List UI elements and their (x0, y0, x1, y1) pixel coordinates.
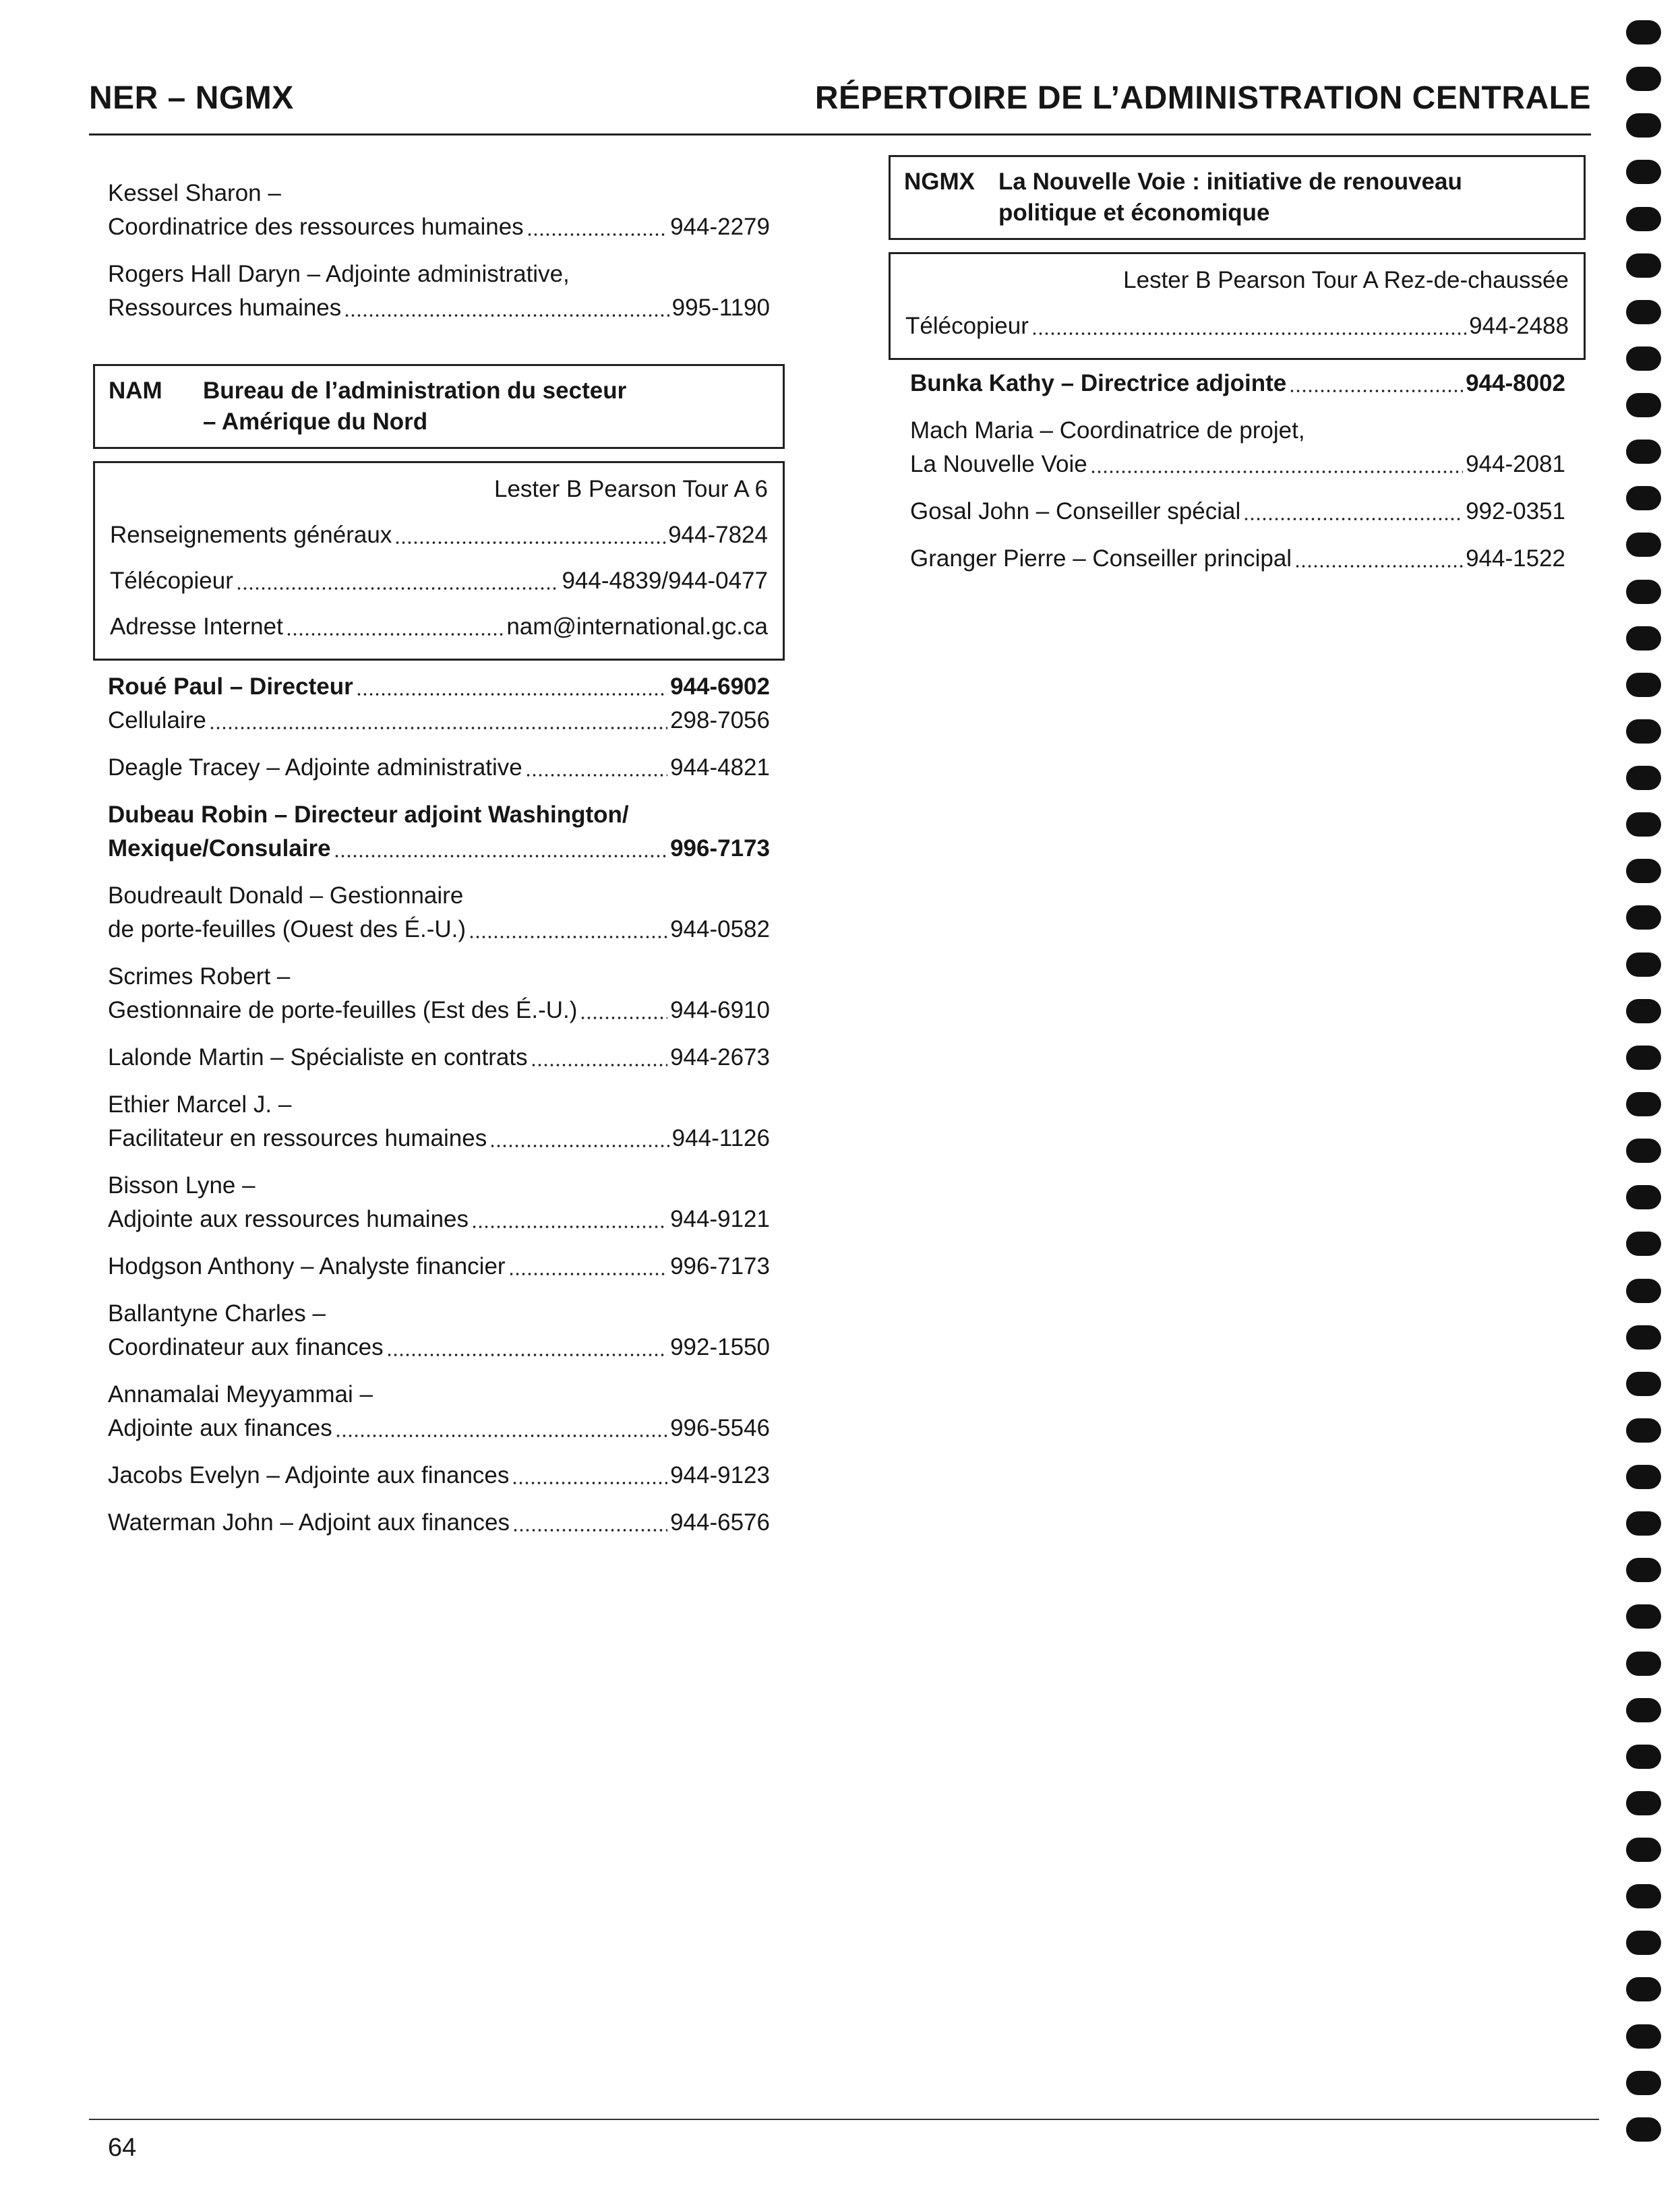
binding-hole (1626, 1931, 1661, 1955)
entry-line (108, 879, 770, 913)
dot-leader (471, 1225, 667, 1229)
phone-number: 944-1126 (671, 1125, 770, 1151)
entry-line (108, 751, 770, 785)
phone-number: 992-0351 (1466, 498, 1565, 524)
dot-leader (1289, 389, 1463, 393)
section-ngmx-code: NGMX (904, 169, 975, 195)
entry-text: Mach Maria – Coordinatrice de projet, (910, 417, 1305, 444)
entry-line (108, 1378, 770, 1412)
entry-line (108, 1331, 770, 1364)
entry-line (108, 258, 770, 291)
directory-entry (108, 1041, 770, 1075)
binding-hole (1626, 1232, 1661, 1256)
info-label: Renseignements généraux (110, 522, 392, 548)
directory-entry (108, 1297, 770, 1364)
phone-number: 944-9123 (670, 1462, 770, 1488)
entry-text: La Nouvelle Voie (910, 451, 1087, 477)
binding-hole (1626, 673, 1661, 697)
dot-leader (1243, 517, 1463, 521)
section-info-row (110, 518, 768, 552)
phone-number: 944-2081 (1466, 451, 1565, 477)
info-label: Adresse Internet (110, 613, 283, 640)
dot-leader (469, 935, 667, 939)
entry-text: Ballantyne Charles – (108, 1300, 326, 1327)
info-value: 944-4839/944-0477 (562, 568, 768, 594)
directory-entry (108, 1250, 770, 1283)
directory-entry (910, 495, 1565, 528)
entry-text: Coordinateur aux finances (108, 1334, 384, 1360)
directory-entry (108, 751, 770, 785)
binding-hole (1626, 1511, 1661, 1536)
section-nam-heading (93, 364, 785, 449)
section-nam-title (203, 375, 769, 437)
entry-line (108, 1088, 770, 1122)
directory-entry (108, 1378, 770, 1445)
entry-text: Rogers Hall Daryn – Adjointe administrative, (108, 261, 570, 287)
phone-number: 944-2673 (670, 1044, 770, 1070)
directory-entry (108, 177, 770, 244)
directory-entry (108, 798, 770, 866)
entry-text: Annamalai Meyyammai – (108, 1381, 373, 1408)
binding-hole (1626, 113, 1661, 138)
directory-entry (108, 879, 770, 946)
binding-hole (1626, 393, 1661, 417)
binding-hole (1626, 207, 1661, 231)
binding-hole (1626, 1279, 1661, 1303)
binding-hole (1626, 2024, 1661, 2049)
binding-hole (1626, 626, 1661, 651)
phone-number: 996-5546 (670, 1415, 770, 1441)
binding-hole (1626, 1325, 1661, 1350)
binding-hole (1626, 812, 1661, 837)
entry-text: Hodgson Anthony – Analyste financier (108, 1253, 506, 1279)
entry-line (910, 495, 1565, 528)
dot-leader (394, 541, 665, 545)
binding-hole (1626, 859, 1661, 883)
entry-line (910, 414, 1565, 448)
binding-hole (1626, 999, 1661, 1023)
section-ngmx-info-box (889, 252, 1586, 360)
entry-text: de porte-feuilles (Ouest des É.-U.) (108, 916, 467, 942)
binding-hole (1626, 2071, 1661, 2095)
binding-hole (1626, 719, 1661, 744)
binding-hole (1626, 905, 1661, 930)
directory-entry (108, 1459, 770, 1492)
section-ngmx-heading (889, 155, 1586, 240)
entry-line (108, 960, 770, 994)
dot-leader (1031, 332, 1466, 336)
binding-hole (1626, 766, 1661, 790)
entry-line (108, 670, 770, 704)
directory-entry (910, 367, 1565, 400)
info-label: Télécopieur (110, 568, 233, 594)
entry-line (108, 291, 770, 325)
entry-text: Dubeau Robin – Directeur adjoint Washington/ (108, 802, 629, 828)
left-top-entries (108, 177, 770, 325)
directory-entry (108, 1088, 770, 1155)
binding-hole (1626, 1884, 1661, 1908)
dot-leader (356, 692, 667, 696)
entry-text: Kessel Sharon – (108, 180, 281, 206)
phone-number: 944-0582 (670, 916, 770, 942)
entry-text: Gestionnaire de porte-feuilles (Est des É.-U.) (108, 997, 578, 1023)
info-value: 944-7824 (668, 522, 768, 548)
section-ngmx-title (998, 167, 1570, 229)
section-nam-title-line1: Bureau de l’administration du secteur (203, 377, 627, 404)
header-left-title: NER – NGMX (89, 80, 294, 116)
binding-hole (1626, 533, 1661, 557)
binding-hole (1626, 20, 1661, 44)
entry-text: Adjointe aux finances (108, 1415, 332, 1441)
binding-hole (1626, 1838, 1661, 1862)
entry-line (108, 1122, 770, 1155)
section-ngmx-entries (890, 367, 1586, 576)
right-column (890, 155, 1586, 589)
section-info-row (905, 309, 1569, 343)
section-ngmx-title-line1: La Nouvelle Voie : initiative de renouveau (998, 169, 1462, 195)
section-ngmx-address: Lester B Pearson Tour A Rez-de-chaussée (1123, 267, 1569, 293)
section-ngmx-info-list (905, 309, 1569, 343)
entry-line (108, 210, 770, 244)
phone-number: 944-6910 (670, 997, 770, 1023)
section-nam-info-box (93, 461, 785, 661)
entry-line (108, 1506, 770, 1540)
entry-text: Mexique/Consulaire (108, 835, 331, 862)
entry-line (108, 832, 770, 866)
section-ngmx (889, 155, 1586, 360)
directory-entry (910, 542, 1565, 576)
phone-number: 996-7173 (670, 835, 770, 862)
entry-text: Waterman John – Adjoint aux finances (108, 1509, 510, 1536)
phone-number: 944-6902 (670, 673, 770, 700)
directory-entry (108, 1169, 770, 1236)
section-info-row (110, 564, 768, 598)
binding-hole (1626, 1465, 1661, 1489)
left-column (108, 177, 770, 1553)
entry-line (108, 1459, 770, 1492)
binding-hole (1626, 1139, 1661, 1163)
phone-number: 944-1522 (1466, 545, 1565, 572)
binding-hole (1626, 580, 1661, 604)
entry-line (108, 1169, 770, 1203)
binding-hole (1626, 1372, 1661, 1396)
spiral-binding (1626, 13, 1669, 2198)
dot-leader (531, 1063, 667, 1067)
dot-leader (386, 1353, 667, 1357)
phone-number: 995-1190 (671, 295, 770, 321)
section-nam-address: Lester B Pearson Tour A 6 (493, 476, 768, 502)
phone-number: 298-7056 (670, 707, 770, 733)
section-ngmx-title-line2: politique et économique (998, 200, 1270, 226)
directory-entry (108, 1506, 770, 1540)
binding-hole (1626, 953, 1661, 977)
entry-text: Roué Paul – Directeur (108, 673, 353, 700)
dot-leader (512, 1481, 667, 1485)
directory-entry (108, 670, 770, 704)
info-value: 944-2488 (1469, 313, 1569, 339)
dot-leader (512, 1528, 667, 1532)
header-rule (89, 133, 1591, 135)
directory-entry (910, 414, 1565, 481)
phone-number: 944-8002 (1466, 370, 1565, 396)
phone-number: 944-4821 (670, 754, 770, 781)
entry-text: Cellulaire (108, 707, 206, 733)
binding-hole (1626, 1046, 1661, 1070)
section-nam-title-line2: – Amérique du Nord (203, 409, 428, 435)
entry-text: Ressources humaines (108, 295, 342, 321)
entry-text: Boudreault Donald – Gestionnaire (108, 882, 464, 909)
entry-line (108, 1041, 770, 1075)
binding-hole (1626, 486, 1661, 510)
phone-number: 944-9121 (670, 1206, 770, 1232)
binding-hole (1626, 1698, 1661, 1722)
directory-entry (108, 960, 770, 1027)
phone-number: 992-1550 (670, 1334, 770, 1360)
header-right-title: RÉPERTOIRE DE L’ADMINISTRATION CENTRALE (814, 80, 1591, 116)
phone-number: 996-7173 (670, 1253, 770, 1279)
phone-number: 944-6576 (670, 1509, 770, 1536)
dot-leader (1090, 470, 1463, 474)
dot-leader (236, 586, 560, 591)
entry-line (108, 1297, 770, 1331)
binding-hole (1626, 300, 1661, 324)
entry-text: Granger Pierre – Conseiller principal (910, 545, 1292, 572)
entry-text: Adjointe aux ressources humaines (108, 1206, 469, 1232)
binding-hole (1626, 67, 1661, 91)
binding-hole (1626, 1604, 1661, 1629)
dot-leader (286, 632, 504, 636)
page-number: 64 (108, 2134, 137, 2162)
entry-text: Lalonde Martin – Spécialiste en contrats (108, 1044, 528, 1070)
entry-line (108, 994, 770, 1027)
binding-hole (1626, 253, 1661, 278)
directory-entry (108, 704, 770, 737)
section-nam (93, 364, 785, 661)
entry-text: Deagle Tracey – Adjointe administrative (108, 754, 522, 781)
entry-line (108, 704, 770, 737)
dot-leader (525, 773, 667, 777)
entry-line (910, 542, 1565, 576)
section-info-row (110, 610, 768, 644)
phone-number: 944-2279 (670, 214, 770, 240)
dot-leader (580, 1016, 667, 1020)
binding-hole (1626, 1745, 1661, 1769)
entry-line (108, 1203, 770, 1236)
binding-hole (1626, 1977, 1661, 2001)
binding-hole (1626, 440, 1661, 464)
entry-text: Facilitateur en ressources humaines (108, 1125, 487, 1151)
entry-text: Scrimes Robert – (108, 963, 291, 990)
dot-leader (508, 1272, 668, 1276)
entry-line (108, 913, 770, 946)
entry-text: Coordinatrice des ressources humaines (108, 214, 524, 240)
binding-hole (1626, 346, 1661, 371)
dot-leader (335, 1434, 667, 1438)
dot-leader (344, 313, 669, 318)
binding-hole (1626, 1791, 1661, 1815)
entry-text: Bisson Lyne – (108, 1172, 256, 1199)
info-label: Télécopieur (905, 313, 1029, 339)
entry-line (108, 798, 770, 832)
entry-text: Gosal John – Conseiller spécial (910, 498, 1241, 524)
dot-leader (527, 233, 667, 237)
binding-hole (1626, 1558, 1661, 1582)
dot-leader (489, 1144, 669, 1148)
entry-text: Ethier Marcel J. – (108, 1091, 292, 1118)
binding-hole (1626, 1418, 1661, 1443)
dot-leader (1294, 564, 1463, 568)
entry-line (108, 177, 770, 210)
entry-line (108, 1412, 770, 1445)
entry-line (910, 448, 1565, 481)
entry-line (910, 367, 1565, 400)
info-value: nam@international.gc.ca (506, 613, 768, 640)
entry-text: Jacobs Evelyn – Adjointe aux finances (108, 1462, 510, 1488)
directory-entry (108, 258, 770, 325)
section-nam-entries (108, 670, 770, 1540)
entry-line (108, 1250, 770, 1283)
entry-text: Bunka Kathy – Directrice adjointe (910, 370, 1287, 396)
binding-hole (1626, 160, 1661, 184)
binding-hole (1626, 1092, 1661, 1116)
section-nam-code: NAM (109, 377, 162, 404)
binding-hole (1626, 2117, 1661, 2142)
dot-leader (209, 726, 667, 730)
binding-hole (1626, 1652, 1661, 1676)
binding-hole (1626, 1185, 1661, 1209)
dot-leader (334, 854, 667, 858)
footer-rule (89, 2119, 1599, 2120)
section-nam-info-list (110, 518, 768, 644)
